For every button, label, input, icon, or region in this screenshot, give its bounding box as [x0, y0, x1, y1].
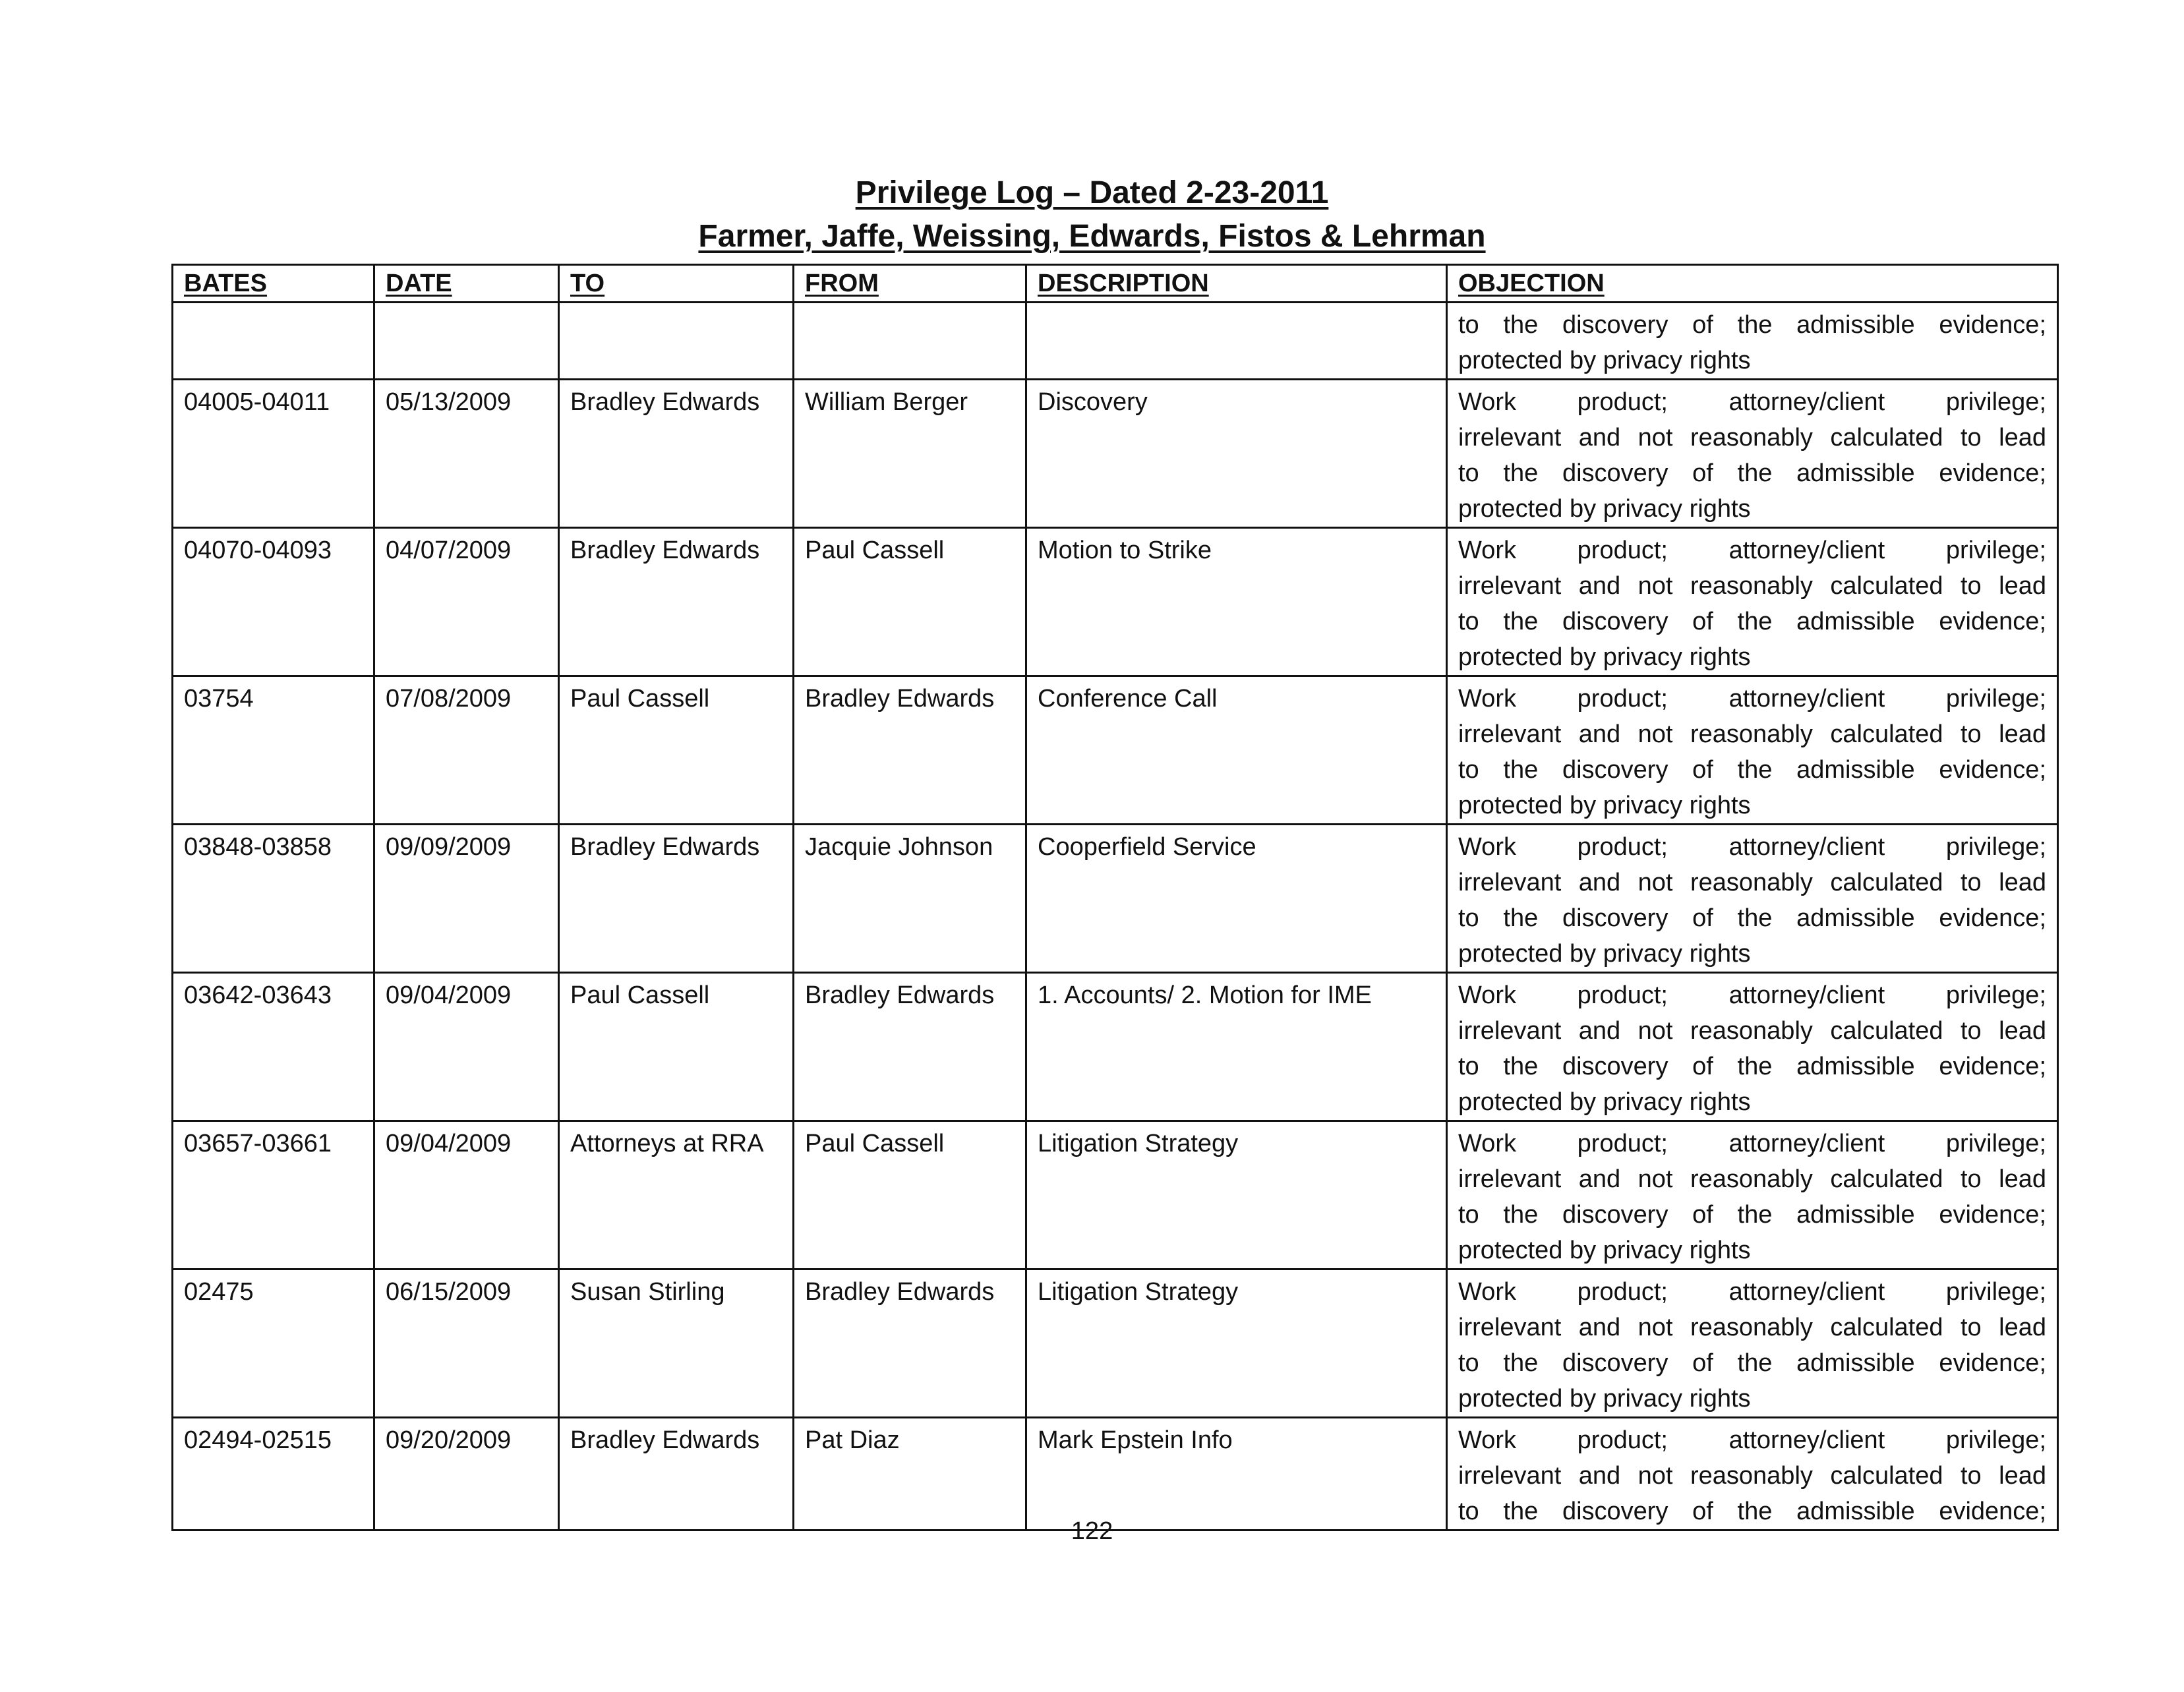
objection-line: Work product; attorney/client privilege;: [1458, 537, 2046, 564]
from-cell: Bradley Edwards: [794, 1269, 1026, 1418]
objection-cell: [1447, 973, 2058, 1121]
objection-line: Work product; attorney/client privilege;: [1458, 685, 2046, 713]
table-row: [173, 1269, 2058, 1418]
table-row: [173, 1121, 2058, 1269]
objection-line: protected by privacy rights: [1458, 347, 1751, 374]
objection-line: to the discovery of the admissible evidence;: [1458, 1201, 2046, 1229]
from-cell: Jacquie Johnson: [794, 825, 1026, 973]
to-cell: Attorneys at RRA: [559, 1121, 794, 1269]
objection-line: to the discovery of the admissible evidence;: [1458, 1053, 2046, 1080]
objection-line: irrelevant and not reasonably calculated to lead: [1458, 1017, 2046, 1045]
objection-line: Work product; attorney/client privilege;: [1458, 1278, 2046, 1306]
column-header-date: DATE: [374, 265, 559, 303]
description-cell: 1. Accounts/ 2. Motion for IME: [1026, 973, 1447, 1121]
objection-line: to the discovery of the admissible evidence;: [1458, 459, 2046, 487]
objection-cell: [1447, 1269, 2058, 1418]
bates-cell: 03657-03661: [173, 1121, 374, 1269]
table-cell: [173, 303, 374, 380]
document-subtitle: Farmer, Jaffe, Weissing, Edwards, Fistos & Lehrman: [698, 219, 1486, 254]
description-cell: Litigation Strategy: [1026, 1269, 1447, 1418]
objection-line: to the discovery of the admissible evidence;: [1458, 904, 2046, 932]
objection-line: to the discovery of the admissible evidence;: [1458, 1349, 2046, 1377]
objection-line: protected by privacy rights: [1458, 1385, 1751, 1413]
objection-cell: [1447, 676, 2058, 825]
table-row: [173, 380, 2058, 528]
date-cell: 09/04/2009: [374, 973, 559, 1121]
objection-line: Work product; attorney/client privilege;: [1458, 833, 2046, 861]
column-header-to: TO: [559, 265, 794, 303]
column-header-bates: BATES: [173, 265, 374, 303]
bates-cell: 03848-03858: [173, 825, 374, 973]
from-cell: Paul Cassell: [794, 1121, 1026, 1269]
objection-cell: [1447, 380, 2058, 528]
from-cell: Bradley Edwards: [794, 676, 1026, 825]
bates-cell: 03754: [173, 676, 374, 825]
bates-cell: 02494-02515: [173, 1418, 374, 1531]
column-header-from: FROM: [794, 265, 1026, 303]
table-cell: [1026, 303, 1447, 380]
from-cell: Paul Cassell: [794, 528, 1026, 676]
privilege-log-table: [171, 264, 2059, 1531]
bates-cell: 02475: [173, 1269, 374, 1418]
description-cell: Mark Epstein Info: [1026, 1418, 1447, 1531]
objection-line: protected by privacy rights: [1458, 643, 1751, 671]
date-cell: 07/08/2009: [374, 676, 559, 825]
table-row: [173, 825, 2058, 973]
to-cell: Susan Stirling: [559, 1269, 794, 1418]
to-cell: Paul Cassell: [559, 973, 794, 1121]
objection-line: irrelevant and not reasonably calculated to lead: [1458, 1314, 2046, 1341]
description-cell: Discovery: [1026, 380, 1447, 528]
objection-cell: [1447, 825, 2058, 973]
table-body: [173, 303, 2058, 1531]
table-row: [173, 528, 2058, 676]
objection-line: Work product; attorney/client privilege;: [1458, 981, 2046, 1009]
to-cell: Bradley Edwards: [559, 825, 794, 973]
objection-line: Work product; attorney/client privilege;: [1458, 1130, 2046, 1157]
continuation-row: [173, 303, 2058, 380]
objection-line: irrelevant and not reasonably calculated to lead: [1458, 1165, 2046, 1193]
table-cell: [794, 303, 1026, 380]
description-cell: Conference Call: [1026, 676, 1447, 825]
objection-line: to the discovery of the admissible evidence;: [1458, 608, 2046, 635]
date-cell: 09/04/2009: [374, 1121, 559, 1269]
description-cell: Cooperfield Service: [1026, 825, 1447, 973]
to-cell: Bradley Edwards: [559, 528, 794, 676]
table-row: [173, 1418, 2058, 1531]
column-header-objection: OBJECTION: [1447, 265, 2058, 303]
objection-line: to the discovery of the admissible evidence;: [1458, 1498, 2046, 1525]
column-header-description: DESCRIPTION: [1026, 265, 1447, 303]
objection-cell: [1447, 1121, 2058, 1269]
document-title: Privilege Log – Dated 2-23-2011: [855, 175, 1329, 210]
objection-line: protected by privacy rights: [1458, 1088, 1751, 1116]
objection-line: irrelevant and not reasonably calculated to lead: [1458, 572, 2046, 600]
objection-line: irrelevant and not reasonably calculated to lead: [1458, 869, 2046, 896]
description-cell: Motion to Strike: [1026, 528, 1447, 676]
objection-line: to the discovery of the admissible evidence;: [1458, 311, 2046, 339]
objection-line: protected by privacy rights: [1458, 1237, 1751, 1264]
date-cell: 06/15/2009: [374, 1269, 559, 1418]
date-cell: 09/20/2009: [374, 1418, 559, 1531]
objection-line: protected by privacy rights: [1458, 940, 1751, 968]
bates-cell: 03642-03643: [173, 973, 374, 1121]
objection-line: to the discovery of the admissible evidence;: [1458, 756, 2046, 784]
date-cell: 04/07/2009: [374, 528, 559, 676]
description-cell: Litigation Strategy: [1026, 1121, 1447, 1269]
objection-line: Work product; attorney/client privilege;: [1458, 388, 2046, 416]
objection-line: irrelevant and not reasonably calculated to lead: [1458, 1462, 2046, 1490]
table-header-row: [173, 265, 2058, 303]
from-cell: William Berger: [794, 380, 1026, 528]
page-number: 122: [1071, 1517, 1113, 1545]
table-cell: [374, 303, 559, 380]
bates-cell: 04005-04011: [173, 380, 374, 528]
objection-cell: [1447, 1418, 2058, 1531]
from-cell: Bradley Edwards: [794, 973, 1026, 1121]
date-cell: 05/13/2009: [374, 380, 559, 528]
objection-line: irrelevant and not reasonably calculated to lead: [1458, 720, 2046, 748]
objection-line: protected by privacy rights: [1458, 495, 1751, 523]
bates-cell: 04070-04093: [173, 528, 374, 676]
to-cell: Bradley Edwards: [559, 1418, 794, 1531]
table-row: [173, 973, 2058, 1121]
objection-cell: [1447, 528, 2058, 676]
date-cell: 09/09/2009: [374, 825, 559, 973]
to-cell: Paul Cassell: [559, 676, 794, 825]
objection-line: Work product; attorney/client privilege;: [1458, 1426, 2046, 1454]
table-cell: [559, 303, 794, 380]
to-cell: Bradley Edwards: [559, 380, 794, 528]
objection-line: protected by privacy rights: [1458, 792, 1751, 819]
objection-cell: [1447, 303, 2058, 380]
objection-line: irrelevant and not reasonably calculated to lead: [1458, 424, 2046, 452]
table-row: [173, 676, 2058, 825]
from-cell: Pat Diaz: [794, 1418, 1026, 1531]
